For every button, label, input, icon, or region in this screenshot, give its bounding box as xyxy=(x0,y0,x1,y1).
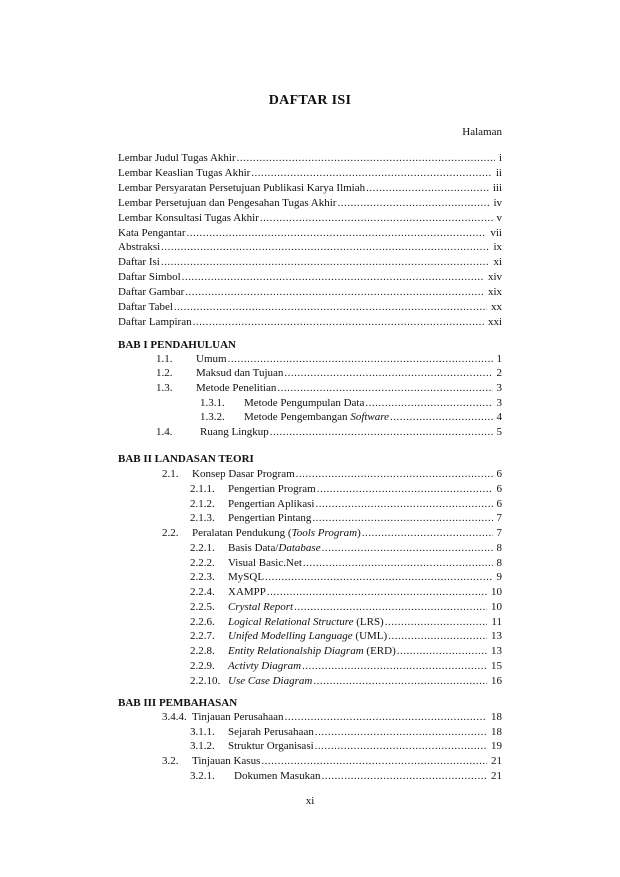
toc-entry-page: ii xyxy=(495,166,502,179)
chapter-heading: BAB I PENDAHULUAN xyxy=(118,339,236,351)
toc-entry-label-italic: Activty Diagram xyxy=(228,659,302,672)
toc-leader-dots xyxy=(337,197,489,210)
toc-entry-label: Pengertian Pintang xyxy=(228,512,312,525)
toc-entry-page: 8 xyxy=(496,541,502,554)
toc-leader-dots xyxy=(315,498,492,511)
toc-entry-label-italic: Software xyxy=(350,411,390,423)
toc-leader-dots xyxy=(185,286,484,299)
toc-entry-number: 2.1. xyxy=(162,468,179,480)
toc-leader-dots xyxy=(388,630,487,643)
toc-entry xyxy=(156,425,502,439)
toc-leader-dots xyxy=(366,182,489,195)
chapter-heading: BAB III PEMBAHASAN xyxy=(118,697,238,709)
toc-entry-label: Basis Data/ xyxy=(228,541,279,554)
toc-entry-page: xx xyxy=(491,301,502,313)
toc-leader-dots xyxy=(302,660,487,673)
toc-entry-page: vii xyxy=(490,226,502,239)
toc-leader-dots xyxy=(284,367,492,380)
toc-leader-dots xyxy=(182,271,484,284)
toc-leader-dots xyxy=(315,740,487,753)
toc-entry-number: 1.3. xyxy=(156,382,173,394)
toc-entry-label: Pengertian Program xyxy=(228,482,316,495)
toc-entry-page: 6 xyxy=(496,497,502,510)
toc-leader-dots xyxy=(317,483,493,496)
toc-entry-label: Lembar Judul Tugas Akhir xyxy=(118,152,236,164)
toc-entry xyxy=(118,166,502,180)
toc-entry-label: Metode Penelitian xyxy=(196,382,277,394)
toc-entry-page: 18 xyxy=(491,711,502,723)
toc-entry xyxy=(118,285,502,299)
toc-entry-number: 2.2.1. xyxy=(190,541,215,554)
toc-entry-page: 6 xyxy=(496,482,502,495)
toc-entry-label: Maksud dan Tujuan xyxy=(196,367,284,379)
toc-entry-page: 15 xyxy=(491,659,502,672)
toc-entry xyxy=(156,352,502,366)
toc-entry-label-italic: Unifed Modelling Language xyxy=(228,630,353,643)
toc-leader-dots xyxy=(385,616,488,629)
toc-entry-page: v xyxy=(496,211,502,224)
toc-leader-dots xyxy=(228,353,493,366)
toc-entry-number: 3.4.4. xyxy=(162,711,187,723)
toc-entry xyxy=(190,659,502,673)
toc-entry-page: xiv xyxy=(487,271,502,284)
toc-entry-label: Metode Pengumpulan Data xyxy=(244,397,365,409)
toc-entry-page: 5 xyxy=(496,426,502,438)
toc-entry xyxy=(190,585,502,599)
toc-entry-number: 1.4. xyxy=(156,426,173,438)
toc-entry-page: 21 xyxy=(491,769,502,782)
toc-entry-label: Peralatan Pendukung ( xyxy=(192,527,292,539)
toc-leader-dots xyxy=(397,645,487,658)
toc-entry-label-suffix: (LRS) xyxy=(353,615,384,628)
toc-entry-page: 2 xyxy=(496,367,502,379)
toc-entry xyxy=(162,710,502,724)
toc-entry xyxy=(190,541,502,555)
toc-entry-number: 2.2.9. xyxy=(190,659,215,672)
toc-leader-dots xyxy=(261,755,487,768)
toc-entry-label-italic: Crystal Report xyxy=(228,600,294,613)
toc-entry-label: MySQL xyxy=(228,571,265,584)
toc-entry-page: 10 xyxy=(491,600,502,613)
toc-entry-label: Dokumen Masukan xyxy=(234,769,321,782)
page-number-footer: xi xyxy=(305,795,315,807)
toc-entry-page: xxi xyxy=(487,315,502,328)
toc-entry-label: Lembar Konsultasi Tugas Akhir xyxy=(118,211,259,224)
toc-leader-dots xyxy=(321,770,487,783)
toc-leader-dots xyxy=(237,152,495,165)
toc-entry xyxy=(162,754,502,768)
toc-leader-dots xyxy=(312,512,492,525)
toc-entry-number: 2.2.7. xyxy=(190,630,215,643)
toc-entry-number: 3.1.1. xyxy=(190,725,215,738)
toc-leader-dots xyxy=(285,711,487,724)
toc-entry xyxy=(118,270,502,284)
toc-entry-page: 19 xyxy=(491,740,502,753)
toc-entry-page: i xyxy=(498,152,502,164)
toc-entry-number: 1.1. xyxy=(156,353,173,365)
toc-entry-label: Tinjauan Kasus xyxy=(192,755,261,768)
toc-entry xyxy=(190,482,502,496)
toc-entry-label: Abstraksi xyxy=(118,241,161,254)
toc-leader-dots xyxy=(270,426,493,439)
toc-entry xyxy=(200,396,502,410)
chapter-heading: BAB II LANDASAN TEORI xyxy=(118,453,254,465)
toc-entry xyxy=(190,600,502,614)
toc-entry-label: Daftar Gambar xyxy=(118,286,185,299)
toc-leader-dots xyxy=(365,397,492,410)
toc-entry xyxy=(190,556,502,570)
toc-entry-label: Struktur Organisasi xyxy=(228,740,314,753)
toc-entry-label-suffix: (ERD) xyxy=(363,645,396,657)
toc-entry-page: 16 xyxy=(491,674,502,687)
toc-entry-label: Sejarah Perusahaan xyxy=(228,725,314,738)
toc-entry-label: Lembar Keaslian Tugas Akhir xyxy=(118,166,251,179)
toc-entry xyxy=(162,526,502,540)
toc-leader-dots xyxy=(260,212,493,225)
toc-entry-number: 2.2.6. xyxy=(190,615,215,628)
toc-entry xyxy=(118,255,502,269)
toc-leader-dots xyxy=(187,227,487,240)
toc-entry xyxy=(190,644,502,658)
toc-entry-page: 3 xyxy=(496,382,502,394)
toc-entry-number: 1.3.2. xyxy=(200,411,225,423)
toc-entry xyxy=(190,739,502,753)
toc-entry xyxy=(118,300,502,314)
toc-entry-page: 21 xyxy=(491,755,502,768)
toc-entry-label: Daftar Lampiran xyxy=(118,315,192,328)
toc-entry-page: 8 xyxy=(496,556,502,569)
toc-entry-label: Lembar Persyaratan Persetujuan Publikasi Karya Ilmiah xyxy=(118,181,366,194)
toc-entry-number: 3.2. xyxy=(162,755,179,768)
toc-entry-label: Metode Pengembangan xyxy=(244,411,351,423)
page-title: DAFTAR ISI xyxy=(268,93,352,108)
toc-entry xyxy=(190,725,502,739)
toc-entry-page: xi xyxy=(493,256,502,269)
toc-entry-number: 2.2.5. xyxy=(190,600,215,613)
toc-entry-label-italic: Logical Relational Structure xyxy=(228,615,354,628)
toc-entry-label: Kata Pengantar xyxy=(118,226,186,239)
toc-entry xyxy=(118,226,502,240)
toc-entry-page: 3 xyxy=(496,397,502,409)
toc-entry-label: Lembar Persetujuan dan Pengesahan Tugas Akhir xyxy=(118,196,337,209)
toc-entry-number: 1.2. xyxy=(156,367,173,379)
toc-entry-label: XAMPP xyxy=(228,586,266,598)
toc-entry-number: 3.1.2. xyxy=(190,740,215,753)
toc-entry-label-suffix: (UML) xyxy=(352,630,388,643)
toc-entry xyxy=(118,181,502,195)
toc-entry-number: 2.1.3. xyxy=(190,512,215,525)
toc-entry xyxy=(118,151,502,165)
toc-leader-dots xyxy=(161,256,490,269)
halaman-label: Halaman xyxy=(462,126,502,138)
toc-entry-number: 2.2.4. xyxy=(190,586,215,598)
toc-entry-label-italic: Tools Program xyxy=(291,527,358,539)
toc-entry-page: 7 xyxy=(496,527,502,539)
toc-entry-label: Daftar Isi xyxy=(118,256,160,269)
toc-entry-page: 4 xyxy=(496,411,502,423)
toc-entry xyxy=(190,511,502,525)
toc-leader-dots xyxy=(277,382,492,395)
toc-entry xyxy=(200,410,502,424)
toc-entry xyxy=(190,674,502,688)
toc-entry-label: Daftar Simbol xyxy=(118,271,181,284)
toc-leader-dots xyxy=(362,527,493,540)
toc-leader-dots xyxy=(265,571,492,584)
toc-entry xyxy=(190,769,502,783)
toc-leader-dots xyxy=(294,601,487,614)
toc-entry-page: 10 xyxy=(491,586,502,598)
toc-entry-page: 7 xyxy=(496,512,502,525)
toc-entry-page: 1 xyxy=(496,353,502,365)
toc-leader-dots xyxy=(322,542,493,555)
toc-entry-page: ix xyxy=(493,241,502,254)
toc-leader-dots xyxy=(251,167,492,180)
toc-entry xyxy=(190,570,502,584)
toc-entry-page: 6 xyxy=(496,468,502,480)
toc-entry xyxy=(190,629,502,643)
toc-entry-number: 2.2. xyxy=(162,527,179,539)
toc-leader-dots xyxy=(315,726,487,739)
toc-entry-page: 18 xyxy=(491,725,502,738)
toc-entry xyxy=(118,315,502,329)
toc-entry-page: xix xyxy=(487,286,502,299)
toc-entry-number: 1.3.1. xyxy=(200,397,225,409)
toc-leader-dots xyxy=(313,675,487,688)
toc-entry xyxy=(190,615,502,629)
toc-entry-number: 2.2.3. xyxy=(190,571,215,584)
toc-leader-dots xyxy=(303,557,493,570)
toc-entry xyxy=(162,467,502,481)
toc-entry-label: Pengertian Aplikasi xyxy=(228,497,315,510)
toc-entry xyxy=(156,366,502,380)
toc-leader-dots xyxy=(296,468,493,481)
toc-entry-label: Visual Basic.Net xyxy=(228,556,302,569)
toc-entry-page: 11 xyxy=(491,615,502,628)
toc-entry-page: iv xyxy=(493,196,502,209)
toc-entry-label-suffix: ) xyxy=(357,527,361,539)
toc-entry-label: Konsep Dasar Program xyxy=(192,468,295,480)
toc-entry-number: 2.1.1. xyxy=(190,482,215,495)
toc-leader-dots xyxy=(193,316,484,329)
toc-entry-number: 2.2.2. xyxy=(190,556,215,569)
toc-entry xyxy=(118,211,502,225)
toc-entry-page: 13 xyxy=(491,645,502,657)
toc-entry xyxy=(156,381,502,395)
toc-leader-dots xyxy=(390,411,492,424)
toc-entry-page: iii xyxy=(492,181,502,194)
toc-entry-page: 9 xyxy=(496,571,502,584)
toc-entry-label: Daftar Tabel xyxy=(118,301,173,313)
toc-entry-page: 13 xyxy=(491,630,502,643)
toc-leader-dots xyxy=(161,241,489,254)
toc-entry-number: 3.2.1. xyxy=(190,769,215,782)
toc-entry-number: 2.2.10. xyxy=(190,674,221,687)
toc-entry-label: Ruang Lingkup xyxy=(200,426,269,438)
toc-entry xyxy=(118,196,502,210)
toc-entry xyxy=(190,497,502,511)
toc-entry-label-italic: Entity Relationalship Diagram xyxy=(228,645,364,657)
toc-entry-number: 2.1.2. xyxy=(190,497,215,510)
toc-entry-label-italic: Use Case Diagram xyxy=(228,674,313,687)
toc-entry-number: 2.2.8. xyxy=(190,645,215,657)
toc-entry-label-italic: Database xyxy=(278,541,321,554)
toc-entry-label: Umum xyxy=(196,353,227,365)
toc-leader-dots xyxy=(267,586,487,599)
toc-leader-dots xyxy=(174,301,487,314)
toc-entry xyxy=(118,240,502,254)
toc-entry-label: Tinjauan Perusahaan xyxy=(192,711,284,723)
